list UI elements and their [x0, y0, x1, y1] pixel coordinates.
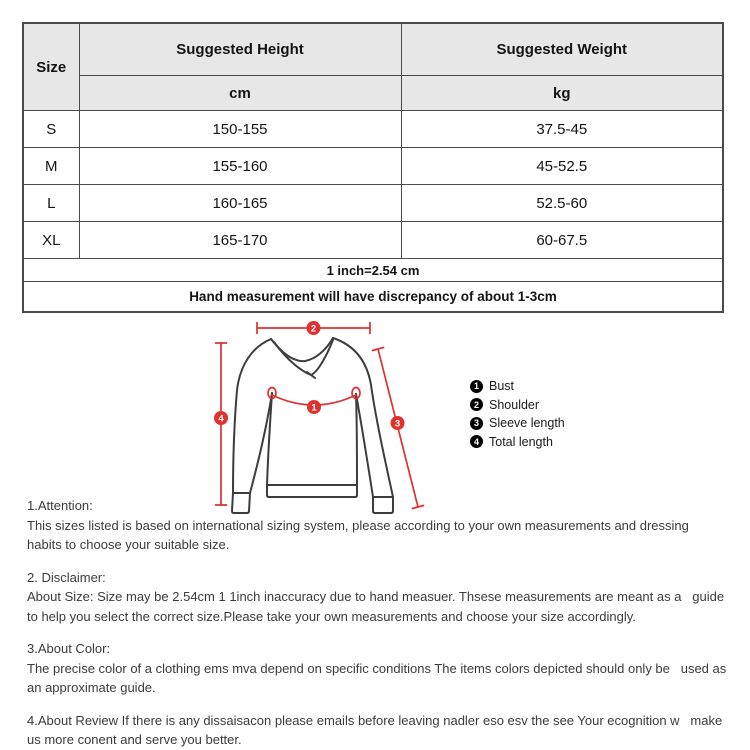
size-cell: S: [23, 111, 79, 148]
circled-2-icon: 2: [470, 398, 483, 411]
measurement-legend: [470, 377, 565, 451]
weight-cell: 60-67.5: [401, 222, 723, 259]
marker-total-num: 4: [218, 413, 224, 425]
note-about-color: [27, 639, 730, 698]
marker-bust-num: 1: [311, 402, 317, 414]
legend-item-total-length: [470, 433, 565, 452]
weight-cell: 52.5-60: [401, 185, 723, 222]
inch-conversion-note: 1 inch=2.54 cm: [23, 259, 723, 282]
note-disclaimer: [27, 568, 727, 627]
note-body: 4.About Review If there is any dissaisacon please emails before leaving nadler eso esv the see Your ecognition w make us more conent and serve you better.: [27, 712, 726, 747]
circled-4-icon: 4: [470, 435, 483, 448]
legend-label: Shoulder: [489, 397, 540, 412]
col-header-height: Suggested Height: [79, 23, 401, 76]
measurement-lines: [216, 323, 424, 509]
note-heading: 2. Disclaimer:: [27, 569, 106, 585]
size-cell: XL: [23, 222, 79, 259]
marker-sleeve-num: 3: [394, 418, 401, 430]
table-row-m: [23, 148, 723, 185]
size-chart-table: [22, 22, 724, 313]
note-body: This sizes listed is based on international sizing system, please according to your own measurements and dressing habits to choose your suitable size.: [27, 517, 700, 552]
col-header-weight: Suggested Weight: [401, 23, 723, 76]
notes-section: [27, 496, 730, 750]
marker-shoulder-num: 2: [310, 323, 317, 335]
unit-weight: kg: [401, 76, 723, 111]
weight-cell: 45-52.5: [401, 148, 723, 185]
size-cell: L: [23, 185, 79, 222]
table-row-l: [23, 185, 723, 222]
size-cell: M: [23, 148, 79, 185]
legend-item-sleeve-length: [470, 414, 565, 433]
circled-3-icon: 3: [470, 417, 483, 430]
circled-1-icon: 1: [470, 380, 483, 393]
legend-label: Sleeve length: [489, 416, 565, 431]
weight-cell: 37.5-45: [401, 111, 723, 148]
note-attention: [27, 496, 727, 555]
col-header-size: Size: [23, 23, 79, 111]
height-cell: 165-170: [79, 222, 401, 259]
table-row-xl: [23, 222, 723, 259]
height-cell: 160-165: [79, 185, 401, 222]
legend-item-shoulder: [470, 396, 565, 415]
unit-height: cm: [79, 76, 401, 111]
height-cell: 155-160: [79, 148, 401, 185]
note-body: The precise color of a clothing ems mva depend on specific conditions The items colors depicted should only be used as an approximate guide.: [27, 660, 730, 695]
hand-measurement-note: Hand measurement will have discrepancy of about 1-3cm: [23, 282, 723, 313]
height-cell: 150-155: [79, 111, 401, 148]
table-row-s: [23, 111, 723, 148]
legend-item-bust: [470, 377, 565, 396]
note-about-review: [27, 711, 727, 750]
legend-label: Total length: [489, 434, 553, 449]
note-heading: 3.About Color:: [27, 641, 111, 656]
note-heading: 1.Attention:: [27, 498, 93, 513]
note-body: About Size: Size may be 2.54cm 1 1inch inaccuracy due to hand measuer. Thsese measurements are meant as a guide to help you select the correct size.Please take your own measurements and choose your size accordingly.: [27, 589, 728, 624]
sweater-outline-icon: [232, 338, 393, 513]
legend-label: Bust: [489, 379, 515, 394]
